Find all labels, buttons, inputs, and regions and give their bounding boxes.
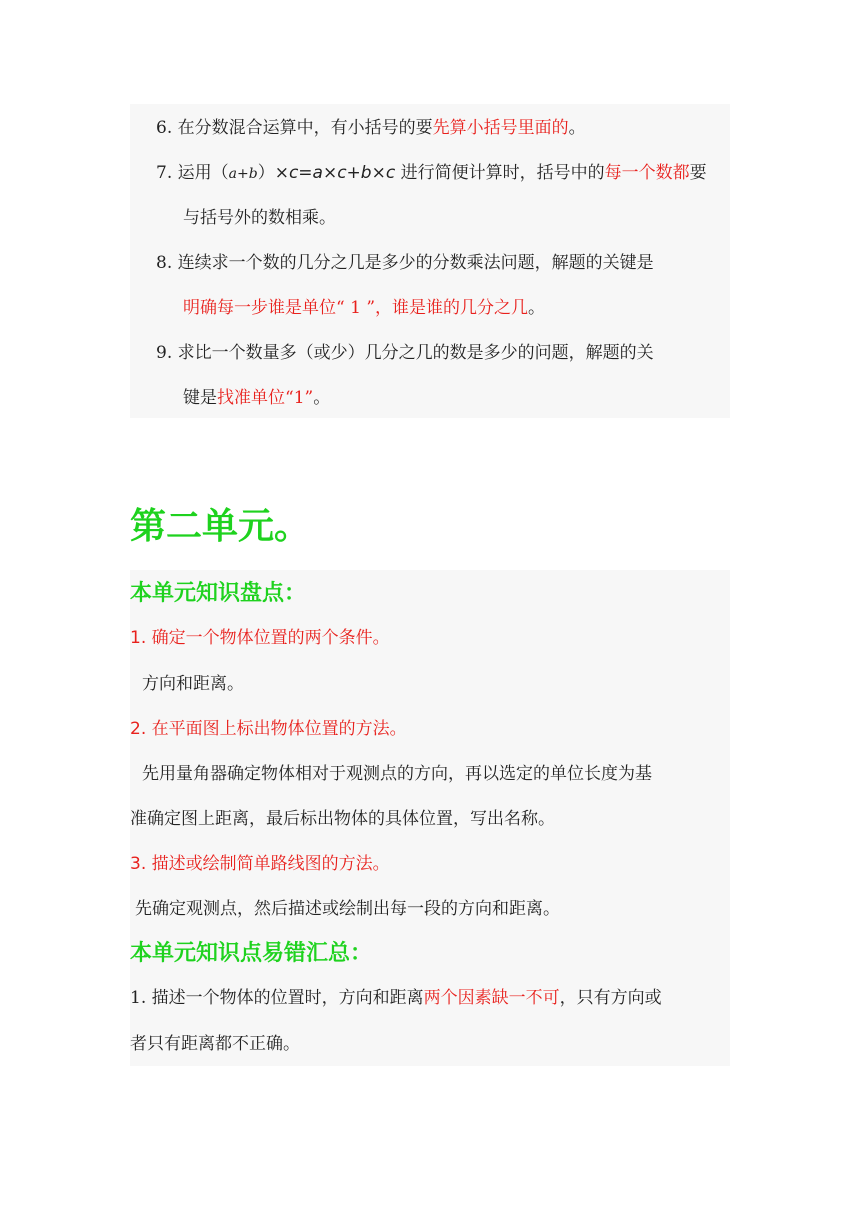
item-9-highlight: 找准单位“1” <box>217 388 314 408</box>
knowledge-point-3-title: 3. 描述或绘制简单路线图的方法。 <box>130 854 390 874</box>
error-point-1-continuation: 者只有距离都不正确。 <box>130 1034 300 1054</box>
item-7-highlight: 每一个数都 <box>604 163 690 183</box>
knowledge-point-1-title: 1. 确定一个物体位置的两个条件。 <box>130 628 390 648</box>
knowledge-section-title: 本单元知识盘点： <box>130 581 307 606</box>
item-9-continuation: 键是找准单位“1”。 <box>183 388 331 408</box>
error-point-1: 1. 描述一个物体的位置时，方向和距离两个因素缺一不可，只有方向或 <box>130 988 662 1008</box>
item-6: 6. 在分数混合运算中，有小括号的要先算小括号里面的。 <box>156 118 586 138</box>
item-7-continuation: 与括号外的数相乘。 <box>183 208 336 228</box>
errors-section-title: 本单元知识点易错汇总： <box>130 941 373 966</box>
item-7: 7. 运用（a+b）×c=a×c+b×c 进行简便计算时，括号中的每一个数都要 <box>156 163 707 183</box>
item-8: 8. 连续求一个数的几分之几是多少的分数乘法问题，解题的关键是 <box>156 253 654 273</box>
knowledge-point-2-body-line2: 准确定图上距离，最后标出物体的具体位置，写出名称。 <box>130 809 555 829</box>
knowledge-point-1-body: 方向和距离。 <box>142 674 244 694</box>
knowledge-point-2-body-line1: 先用量角器确定物体相对于观测点的方向，再以选定的单位长度为基 <box>142 764 652 784</box>
knowledge-point-2-title: 2. 在平面图上标出物体位置的方法。 <box>130 719 407 739</box>
item-8-continuation: 明确每一步谁是单位“ 1 ”，谁是谁的几分之几。 <box>183 298 546 318</box>
item-9: 9. 求比一个数量多（或少）几分之几的数是多少的问题，解题的关 <box>156 343 654 363</box>
formula: ×c=a×c+b×c <box>274 163 396 183</box>
item-6-highlight: 先算小括号里面的 <box>432 118 569 138</box>
knowledge-point-3-body: 先确定观测点，然后描述或绘制出每一段的方向和距离。 <box>135 899 560 919</box>
item-8-highlight: 明确每一步谁是单位“ 1 ”，谁是谁的几分之几 <box>183 298 529 318</box>
error-point-1-highlight: 两个因素缺一不可 <box>423 988 560 1008</box>
unit-title: 第二单元。 <box>130 506 311 547</box>
